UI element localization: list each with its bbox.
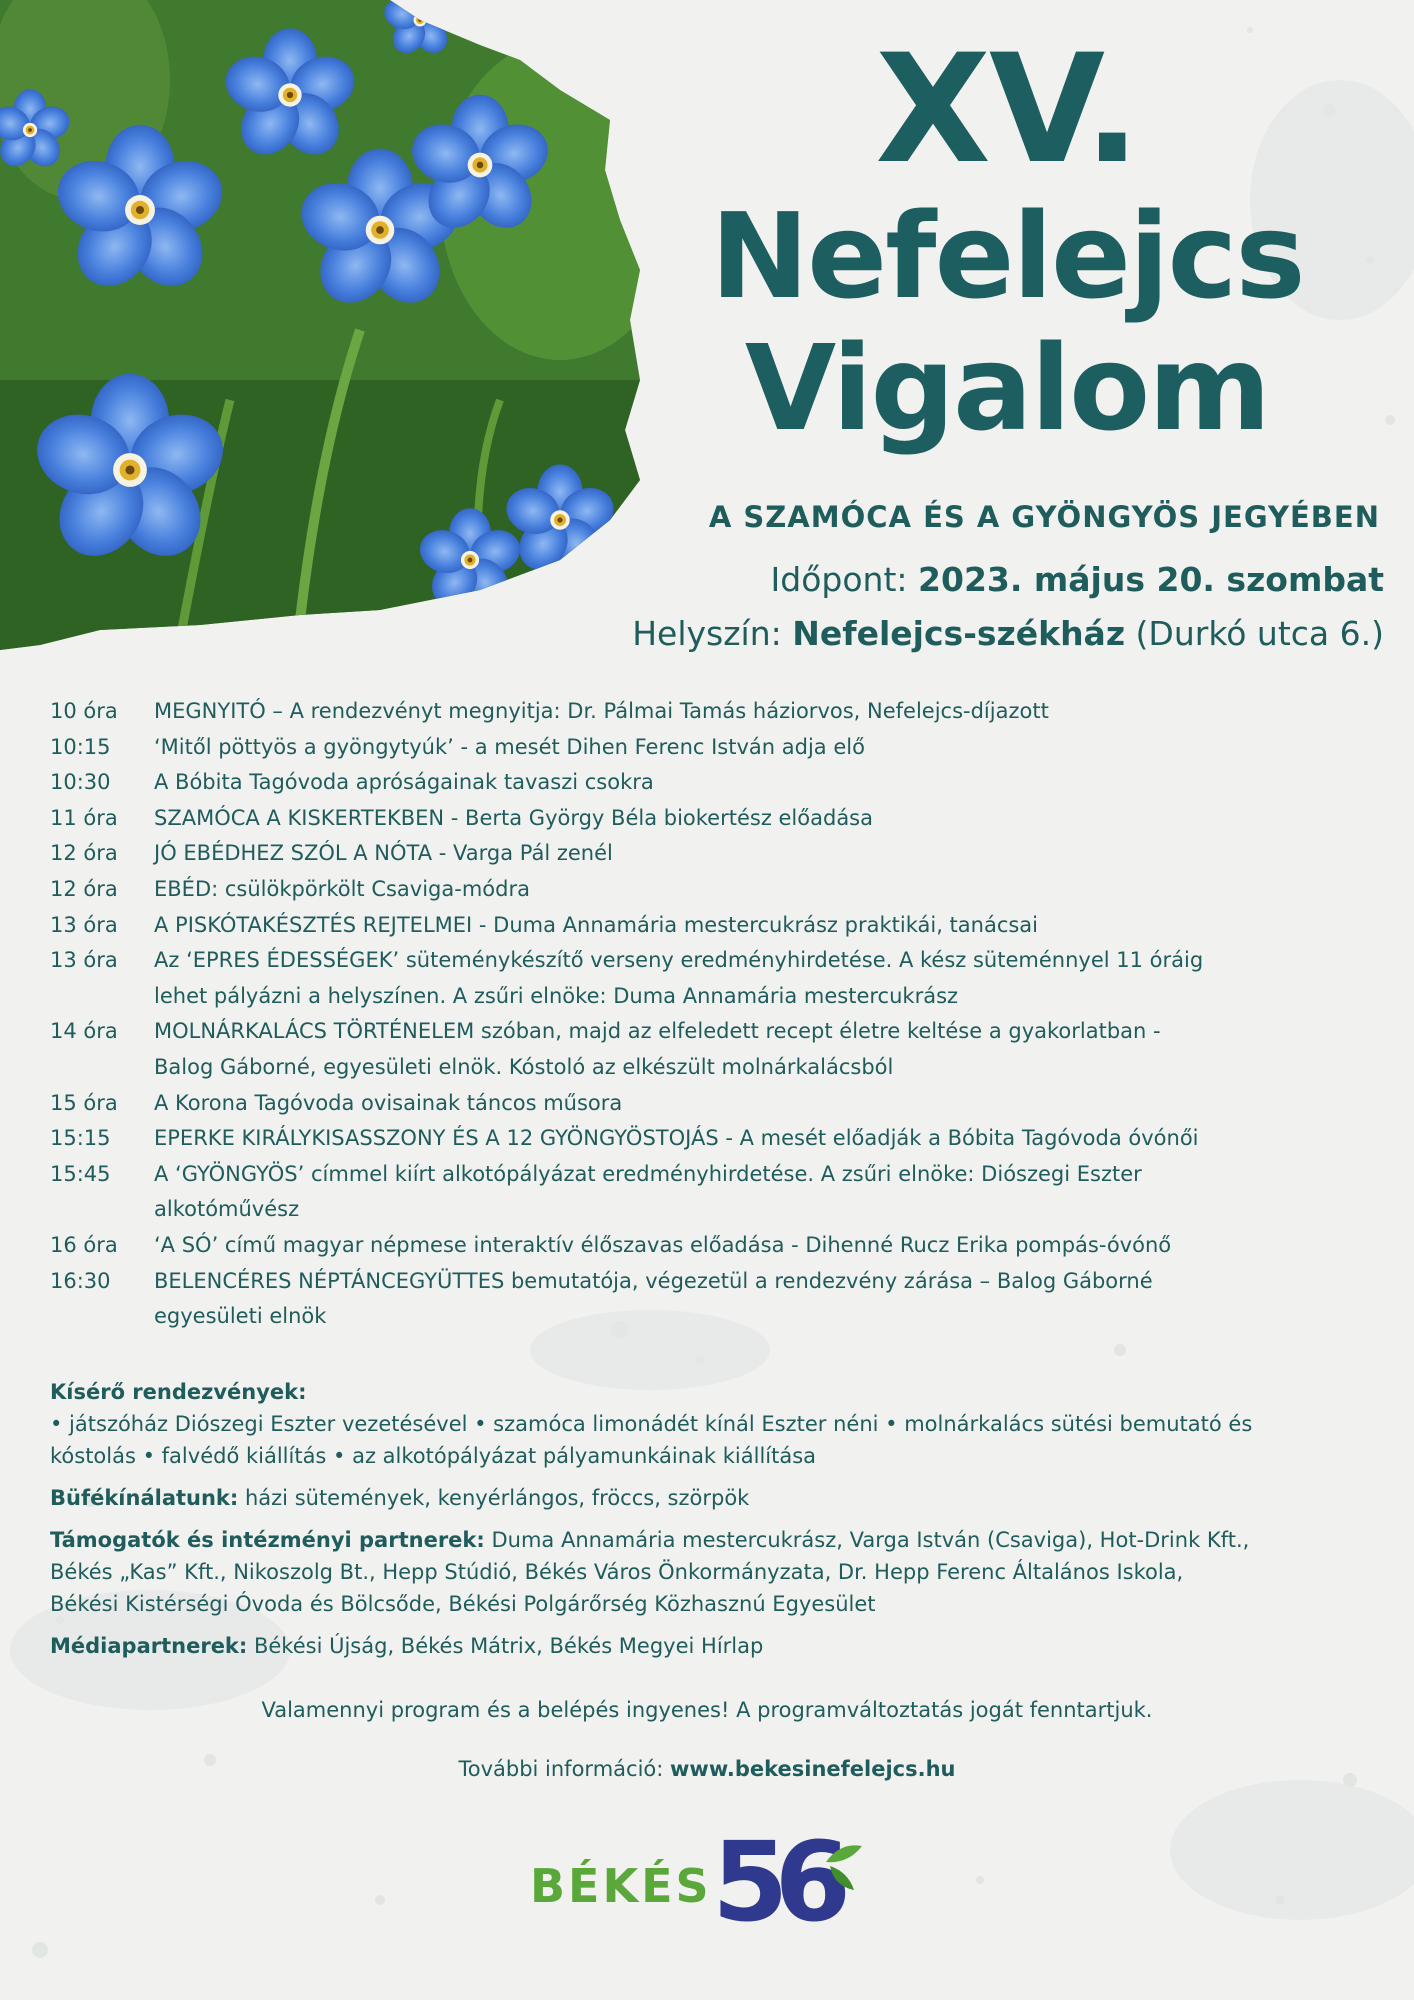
buffet	[50, 1482, 1370, 1514]
program-time: 10:30	[50, 770, 111, 795]
program-description: ‘A SÓ’ című magyar népmese interaktív élőszavas előadása - Dihenné Rucz Erika pompás-óvónő	[154, 1232, 1172, 1257]
side-events	[50, 1376, 1370, 1472]
program-description: egyesületi elnök	[154, 1304, 327, 1329]
program-row	[50, 1192, 1380, 1228]
program-time: 15:15	[50, 1126, 111, 1151]
program-time: 10 óra	[50, 699, 118, 723]
logo-number: 56	[712, 1820, 838, 1940]
program-time: 13 óra	[50, 912, 118, 937]
program-time	[50, 979, 154, 1015]
media-label: Médiapartnerek:	[50, 1634, 248, 1658]
program-row	[50, 765, 1380, 801]
program-description: ‘Mitől pöttyös a gyöngytyúk’ - a mesét Dihen Ferenc István adja elő	[154, 734, 865, 759]
title-edition: XV.	[875, 23, 1139, 197]
program-description: MEGNYITÓ – A rendezvényt megnyitja: Dr. Pálmai Tamás háziorvos, Nefelejcs-díjazott	[154, 699, 1049, 723]
program-row	[50, 872, 1380, 908]
title-name-2: Vigalom	[744, 319, 1270, 457]
media-partners	[50, 1630, 1370, 1662]
program-time: 12 óra	[50, 876, 118, 901]
program-description: Az ‘EPRES ÉDESSÉGEK’ süteménykészítő verseny eredményhirdetése. A kész süteménnyel 11 óráig	[154, 948, 1204, 973]
forget-me-not-flowers-image	[0, 0, 650, 650]
venue-label: Helyszín:	[632, 614, 782, 653]
free-entry-notice: Valamennyi program és a belépés ingyenes! A programváltoztatás jogát fenntartjuk.	[261, 1698, 1153, 1722]
logo-word: BÉKÉS	[530, 1859, 712, 1913]
program-row	[50, 1121, 1380, 1157]
program-row	[50, 979, 1380, 1015]
program-row	[50, 1264, 1380, 1300]
program-row	[50, 1157, 1380, 1193]
side-events-line: • játszóház Diószegi Eszter vezetésével • szamóca limonádét kínál Eszter néni • molnárkalács sütési bemutató és	[50, 1412, 1253, 1436]
program-description: Balog Gáborné, egyesületi elnök. Kóstoló az elkészült molnárkalácsból	[154, 1054, 894, 1079]
program-row	[50, 1299, 1380, 1335]
program-time	[50, 1192, 154, 1228]
buffet-label: Büfékínálatunk:	[50, 1486, 239, 1510]
program-time: 13 óra	[50, 948, 118, 973]
program-row	[50, 836, 1380, 872]
program-row	[50, 1050, 1380, 1086]
title-name: Nefelejcs	[710, 187, 1304, 325]
website-link[interactable]: www.bekesinefelejcs.hu	[670, 1757, 956, 1781]
program-time: 16:30	[50, 1268, 111, 1293]
program-time: 12 óra	[50, 841, 118, 866]
program-time: 14 óra	[50, 1019, 118, 1044]
program-time: 15:45	[50, 1161, 111, 1186]
program-time	[50, 1299, 154, 1335]
event-date	[560, 560, 1384, 599]
sponsors-line: Duma Annamária mestercukrász, Varga István (Csaviga), Hot-Drink Kft.,	[491, 1528, 1250, 1552]
media-text: Békési Újság, Békés Mátrix, Békés Megyei Hírlap	[253, 1634, 764, 1658]
program-row	[50, 694, 1380, 730]
program-description: EBÉD: csülökpörkölt Csaviga-módra	[154, 876, 530, 901]
program-description: SZAMÓCA A KISKERTEKBEN - Berta György Béla biokertész előadása	[154, 805, 873, 830]
event-title	[600, 23, 1414, 457]
program-row	[50, 943, 1380, 979]
program-row	[50, 801, 1380, 837]
program-row	[50, 1228, 1380, 1264]
program-time: 11 óra	[50, 805, 118, 830]
program-time: 15 óra	[50, 1090, 118, 1115]
date-label: Időpont:	[770, 560, 908, 599]
program-row	[50, 1086, 1380, 1122]
buffet-text: házi sütemények, kenyérlángos, fröccs, szörpök	[244, 1486, 750, 1510]
venue-address: (Durkó utca 6.)	[1135, 614, 1384, 653]
sponsors	[50, 1524, 1370, 1620]
more-info	[0, 1757, 1414, 1781]
event-subtitle: A SZAMÓCA ÉS A GYÖNGYÖS JEGYÉBEN	[708, 500, 1380, 534]
program-description: A Korona Tagóvoda ovisainak táncos műsora	[154, 1090, 623, 1115]
program-time	[50, 1050, 154, 1086]
program-time: 10:15	[50, 734, 111, 759]
program-description: EPERKE KIRÁLYKISASSZONY ÉS A 12 GYÖNGYÖSTOJÁS - A mesét előadják a Bóbita Tagóvoda óvónői	[154, 1126, 1199, 1151]
side-events-line: kóstolás • falvédő kiállítás • az alkotópályázat pályamunkáinak kiállítása	[50, 1444, 817, 1468]
event-venue	[560, 614, 1384, 653]
program-row	[50, 908, 1380, 944]
venue-name: Nefelejcs-székház	[792, 614, 1126, 653]
program-description: lehet pályázni a helyszínen. A zsűri elnöke: Duma Annamária mestercukrász	[154, 983, 959, 1008]
bekes-56-logo	[530, 1820, 890, 1940]
more-info-label: További információ:	[458, 1757, 664, 1781]
sponsors-line: Békési Kistérségi Óvoda és Bölcsőde, Békési Polgárőrség Közhasznú Egyesület	[50, 1592, 876, 1616]
program-description: A Bóbita Tagóvoda apróságainak tavaszi csokra	[154, 770, 654, 795]
additional-info	[50, 1376, 1370, 1672]
program-time: 16 óra	[50, 1232, 118, 1257]
program-row	[50, 730, 1380, 766]
date-value: 2023. május 20. szombat	[918, 560, 1384, 599]
sponsors-label: Támogatók és intézményi partnerek:	[50, 1528, 485, 1552]
program-description: A ‘GYÖNGYÖS’ címmel kiírt alkotópályázat eredményhirdetése. A zsűri elnöke: Diószegi Eszter	[154, 1161, 1142, 1186]
program-row	[50, 1014, 1380, 1050]
program-description: JÓ EBÉDHEZ SZÓL A NÓTA - Varga Pál zenél	[154, 841, 613, 866]
side-events-heading: Kísérő rendezvények:	[50, 1380, 307, 1404]
program-description: A PISKÓTAKÉSZTÉS REJTELMEI - Duma Annamária mestercukrász praktikái, tanácsai	[154, 912, 1039, 937]
program-description: MOLNÁRKALÁCS TÖRTÉNELEM szóban, majd az elfeledett recept életre keltése a gyakorlatban -	[154, 1019, 1161, 1044]
sponsors-line: Békés „Kas” Kft., Nikoszolg Bt., Hepp Stúdió, Békés Város Önkormányzata, Dr. Hepp Ferenc Általános Iskola,	[50, 1560, 1184, 1584]
program-description: BELENCÉRES NÉPTÁNCEGYÜTTES bemutatója, végezetül a rendezvény zárása – Balog Gáborné	[154, 1268, 1153, 1293]
program-description: alkotóművész	[154, 1197, 300, 1222]
program-schedule	[50, 694, 1380, 1335]
